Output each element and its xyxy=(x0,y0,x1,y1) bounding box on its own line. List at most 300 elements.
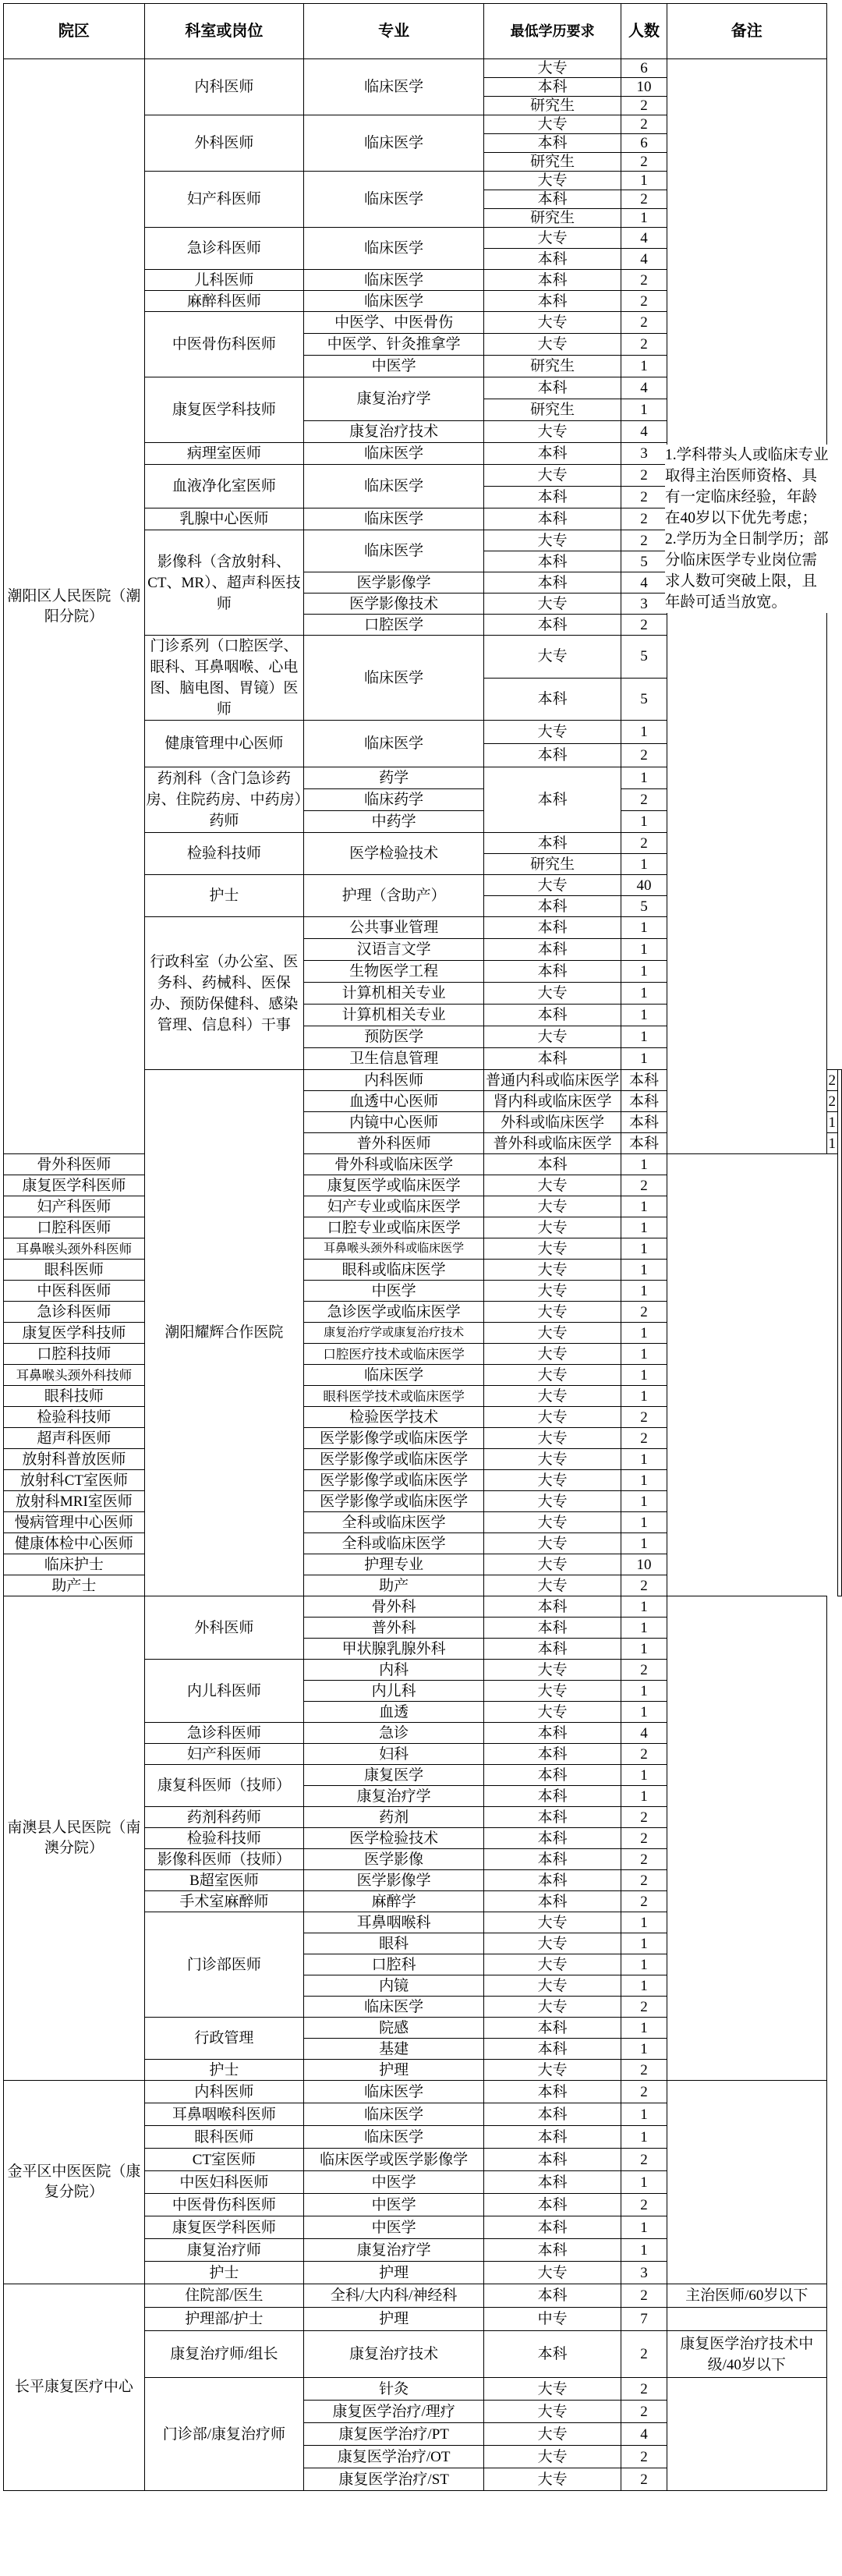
edu-cell: 本科 xyxy=(484,2216,621,2239)
count-cell: 3 xyxy=(621,594,667,615)
major-cell: 临床医学 xyxy=(304,443,484,465)
dept-cell: 影像科医师（技师） xyxy=(144,1849,304,1870)
edu-cell: 大专 xyxy=(484,1238,621,1260)
count-cell: 6 xyxy=(621,59,667,78)
dept-cell: 门诊部医师 xyxy=(144,1912,304,2018)
count-cell: 1 xyxy=(621,1005,667,1026)
table-row xyxy=(4,1533,842,1554)
edu-cell: 研究生 xyxy=(484,356,621,377)
major-cell: 公共事业管理 xyxy=(304,917,484,939)
count-cell: 4 xyxy=(621,228,667,249)
edu-cell: 本科 xyxy=(484,1891,621,1912)
dept-cell: 内科医师 xyxy=(304,1070,484,1091)
major-cell: 内镜 xyxy=(304,1975,484,1997)
edu-cell: 大专 xyxy=(484,1554,621,1575)
major-cell: 临床医学 xyxy=(304,172,484,228)
table-row xyxy=(4,2081,842,2103)
major-cell: 普通内科或临床医学 xyxy=(484,1070,621,1091)
edu-cell: 大专 xyxy=(484,1260,621,1281)
count-cell: 2 xyxy=(621,1891,667,1912)
count-cell: 4 xyxy=(621,572,667,594)
count-cell: 1 xyxy=(621,1933,667,1954)
edu-cell: 本科 xyxy=(484,1849,621,1870)
dept-cell: 内镜中心医师 xyxy=(304,1112,484,1133)
count-cell: 1 xyxy=(621,2103,667,2126)
count-cell: 2 xyxy=(621,97,667,115)
dept-cell: 妇产科医师 xyxy=(144,1744,304,1765)
count-cell: 2 xyxy=(621,487,667,508)
dept-cell: 康复治疗师/组长 xyxy=(144,2331,304,2378)
edu-cell: 本科 xyxy=(621,1112,667,1133)
edu-cell: 大专 xyxy=(484,172,621,190)
major-cell: 医学影像学或临床医学 xyxy=(304,1470,484,1491)
table-row xyxy=(4,1428,842,1449)
dept-cell: 检验科技师 xyxy=(144,1828,304,1849)
edu-cell: 大专 xyxy=(484,59,621,78)
major-cell: 医学检验技术 xyxy=(304,833,484,875)
edu-cell: 本科 xyxy=(484,615,621,636)
count-cell: 2 xyxy=(621,2194,667,2216)
count-cell: 1 xyxy=(621,2171,667,2194)
count-cell: 1 xyxy=(621,917,667,939)
count-cell: 10 xyxy=(621,1554,667,1575)
edu-cell: 本科 xyxy=(484,767,621,833)
edu-cell: 大专 xyxy=(484,2378,621,2401)
count-cell: 2 xyxy=(621,2401,667,2423)
dept-cell: 门诊部/康复治疗师 xyxy=(144,2378,304,2491)
dept-cell: 慢病管理中心医师 xyxy=(4,1512,145,1533)
major-cell: 耳鼻喉头颈外科或临床医学 xyxy=(304,1238,484,1260)
table-row xyxy=(4,1281,842,1302)
major-cell: 中医学 xyxy=(304,356,484,377)
table-row xyxy=(4,1491,842,1512)
edu-cell: 大专 xyxy=(484,1175,621,1196)
header-dept: 科室或岗位 xyxy=(144,4,304,59)
edu-cell: 大专 xyxy=(484,530,621,551)
dept-cell: 乳腺中心医师 xyxy=(144,508,304,530)
dept-cell: 耳鼻喉头颈外科医师 xyxy=(4,1238,145,1260)
count-cell: 1 xyxy=(621,811,667,833)
count-cell: 2 xyxy=(621,465,667,487)
major-cell: 临床医学或医学影像学 xyxy=(304,2149,484,2171)
count-cell: 2 xyxy=(621,312,667,334)
dept-cell: 康复治疗师 xyxy=(144,2239,304,2262)
count-cell: 2 xyxy=(621,334,667,356)
edu-cell: 本科 xyxy=(484,1870,621,1891)
edu-cell: 大专 xyxy=(484,1470,621,1491)
major-cell: 基建 xyxy=(304,2039,484,2060)
dept-cell: 门诊系列（口腔医学、眼科、耳鼻咽喉、心电图、脑电图、胃镜）医师 xyxy=(144,636,304,721)
dept-cell: 内科医师 xyxy=(144,2081,304,2103)
major-cell: 康复医学或临床医学 xyxy=(304,1175,484,1196)
edu-cell: 大专 xyxy=(484,1491,621,1512)
edu-cell: 本科 xyxy=(484,270,621,291)
major-cell: 妇产专业或临床医学 xyxy=(304,1196,484,1217)
count-cell: 1 xyxy=(621,1281,667,1302)
dept-cell: 康复医学科医师 xyxy=(4,1175,145,1196)
count-cell: 1 xyxy=(621,939,667,961)
count-cell: 1 xyxy=(621,1344,667,1365)
edu-cell: 大专 xyxy=(484,1533,621,1554)
count-cell: 2 xyxy=(621,1997,667,2018)
edu-cell: 大专 xyxy=(484,1660,621,1681)
edu-cell: 大专 xyxy=(484,465,621,487)
major-cell: 康复治疗学 xyxy=(304,377,484,421)
hospital-name: 潮阳区人民医院（潮阳分院） xyxy=(4,59,145,1154)
dept-cell: 眼科医师 xyxy=(4,1260,145,1281)
edu-cell: 大专 xyxy=(484,1702,621,1723)
count-cell: 1 xyxy=(621,1954,667,1975)
hospital-name: 金平区中医医院（康复分院） xyxy=(4,2081,145,2284)
dept-cell: 急诊科医师 xyxy=(4,1302,145,1323)
major-cell: 医学影像学 xyxy=(304,1870,484,1891)
count-cell: 2 xyxy=(621,1302,667,1323)
notes-cell: 康复医学治疗技术中级/40岁以下 xyxy=(667,2331,826,2378)
edu-cell: 大专 xyxy=(484,2446,621,2468)
major-cell: 临床医学 xyxy=(304,721,484,767)
dept-cell: 中医妇科医师 xyxy=(144,2171,304,2194)
dept-cell: 中医科医师 xyxy=(4,1281,145,1302)
count-cell: 1 xyxy=(621,854,667,875)
count-cell: 1 xyxy=(621,1323,667,1344)
count-cell: 2 xyxy=(621,2378,667,2401)
count-cell: 10 xyxy=(621,78,667,97)
dept-cell: 耳鼻喉头颈外科技师 xyxy=(4,1365,145,1386)
count-cell: 5 xyxy=(621,896,667,917)
edu-cell: 大专 xyxy=(484,421,621,443)
edu-cell: 本科 xyxy=(621,1091,667,1112)
count-cell: 1 xyxy=(621,1365,667,1386)
count-cell: 1 xyxy=(621,1681,667,1702)
table-row xyxy=(4,1407,842,1428)
edu-cell: 本科 xyxy=(621,1133,667,1154)
dept-cell: 妇产科医师 xyxy=(144,172,304,228)
edu-cell: 大专 xyxy=(484,1575,621,1596)
major-cell: 康复治疗学 xyxy=(304,2239,484,2262)
count-cell: 1 xyxy=(621,1196,667,1217)
edu-cell: 大专 xyxy=(484,1217,621,1238)
count-cell: 4 xyxy=(621,1723,667,1744)
edu-cell: 本科 xyxy=(484,917,621,939)
dept-cell: 口腔科技师 xyxy=(4,1344,145,1365)
major-cell: 护理专业 xyxy=(304,1554,484,1575)
count-cell: 2 xyxy=(621,2331,667,2378)
major-cell: 外科或临床医学 xyxy=(484,1112,621,1133)
edu-cell: 本科 xyxy=(484,896,621,917)
edu-cell: 大专 xyxy=(484,2401,621,2423)
major-cell: 医学影像学或临床医学 xyxy=(304,1449,484,1470)
major-cell: 眼科医学技术或临床医学 xyxy=(304,1386,484,1407)
edu-cell: 本科 xyxy=(484,744,621,767)
count-cell: 2 xyxy=(621,833,667,854)
major-cell: 中医学 xyxy=(304,2194,484,2216)
dept-cell: 行政科室（办公室、医务科、药械科、医保办、预防保健科、感染管理、信息科）干事 xyxy=(144,917,304,1070)
count-cell: 2 xyxy=(621,1175,667,1196)
count-cell: 4 xyxy=(621,2423,667,2446)
count-cell: 2 xyxy=(621,508,667,530)
dept-cell: 内科医师 xyxy=(144,59,304,115)
dept-cell: 耳鼻咽喉科医师 xyxy=(144,2103,304,2126)
edu-cell: 本科 xyxy=(484,134,621,153)
count-cell: 1 xyxy=(621,2216,667,2239)
major-cell: 内科 xyxy=(304,1660,484,1681)
count-cell: 2 xyxy=(621,1870,667,1891)
count-cell: 1 xyxy=(621,1702,667,1723)
header-campus: 院区 xyxy=(4,4,145,59)
count-cell: 2 xyxy=(621,530,667,551)
edu-cell: 本科 xyxy=(484,2126,621,2149)
count-cell: 1 xyxy=(621,1639,667,1660)
edu-cell: 本科 xyxy=(484,1744,621,1765)
major-cell: 口腔专业或临床医学 xyxy=(304,1217,484,1238)
count-cell: 1 xyxy=(621,1533,667,1554)
major-cell: 中医学 xyxy=(304,1281,484,1302)
dept-cell: 护理部/护士 xyxy=(144,2308,304,2331)
dept-cell: 放射科普放医师 xyxy=(4,1449,145,1470)
edu-cell: 本科 xyxy=(484,2018,621,2039)
dept-cell: 外科医师 xyxy=(144,1596,304,1660)
dept-cell: 放射科CT室医师 xyxy=(4,1470,145,1491)
edu-cell: 本科 xyxy=(484,551,621,572)
edu-cell: 大专 xyxy=(484,1323,621,1344)
edu-cell: 本科 xyxy=(484,249,621,270)
major-cell: 护理 xyxy=(304,2060,484,2081)
major-cell: 计算机相关专业 xyxy=(304,983,484,1005)
count-cell: 1 xyxy=(621,1048,667,1070)
edu-cell: 本科 xyxy=(484,1639,621,1660)
table-row xyxy=(4,1238,842,1260)
table-row xyxy=(4,1365,842,1386)
major-cell: 麻醉学 xyxy=(304,1891,484,1912)
edu-cell: 大专 xyxy=(484,2468,621,2491)
dept-cell: 影像科（含放射科、CT、MR）、超声科医技师 xyxy=(144,530,304,636)
major-cell: 康复医学治疗/PT xyxy=(304,2423,484,2446)
edu-cell: 本科 xyxy=(484,377,621,399)
count-cell: 1 xyxy=(621,721,667,744)
count-cell: 2 xyxy=(621,2446,667,2468)
major-cell: 医学检验技术 xyxy=(304,1828,484,1849)
major-cell: 中医学 xyxy=(304,2216,484,2239)
dept-cell: 病理室医师 xyxy=(144,443,304,465)
dept-cell: 放射科MRI室医师 xyxy=(4,1491,145,1512)
count-cell: 1 xyxy=(621,1260,667,1281)
major-cell: 口腔医疗技术或临床医学 xyxy=(304,1344,484,1365)
table-row xyxy=(4,1554,842,1575)
header-major: 专业 xyxy=(304,4,484,59)
edu-cell: 大专 xyxy=(484,1997,621,2018)
edu-cell: 本科 xyxy=(484,833,621,854)
major-cell: 临床医学 xyxy=(304,270,484,291)
count-cell: 1 xyxy=(621,961,667,983)
dept-cell: 血透中心医师 xyxy=(304,1091,484,1112)
edu-cell: 研究生 xyxy=(484,399,621,421)
dept-cell: 康复医学科技师 xyxy=(144,377,304,443)
major-cell: 骨外科或临床医学 xyxy=(304,1154,484,1175)
count-cell: 1 xyxy=(621,983,667,1005)
major-cell: 药学 xyxy=(304,767,484,789)
edu-cell: 研究生 xyxy=(484,209,621,228)
dept-cell: 检验科技师 xyxy=(144,833,304,875)
major-cell: 医学影像学 xyxy=(304,572,484,594)
major-cell: 计算机相关专业 xyxy=(304,1005,484,1026)
count-cell: 1 xyxy=(621,399,667,421)
header-edu: 最低学历要求 xyxy=(484,4,621,59)
header-row xyxy=(4,4,842,59)
edu-cell: 大专 xyxy=(484,1344,621,1365)
dept-cell: 急诊科医师 xyxy=(144,1723,304,1744)
major-cell: 医学影像学或临床医学 xyxy=(304,1428,484,1449)
major-cell: 临床医学 xyxy=(304,530,484,572)
table-row xyxy=(4,1449,842,1470)
header-count: 人数 xyxy=(621,4,667,59)
table-row xyxy=(4,1344,842,1365)
major-cell: 临床医学 xyxy=(304,508,484,530)
edu-cell: 本科 xyxy=(484,1048,621,1070)
major-cell: 中医学、中医骨伤 xyxy=(304,312,484,334)
major-cell: 眼科或临床医学 xyxy=(304,1260,484,1281)
edu-cell: 本科 xyxy=(484,961,621,983)
edu-cell: 大专 xyxy=(484,115,621,134)
count-cell: 2 xyxy=(621,270,667,291)
notes-cell: 主治医师/60岁以下 xyxy=(667,2284,826,2308)
dept-cell: 眼科医师 xyxy=(144,2126,304,2149)
edu-cell: 大专 xyxy=(484,334,621,356)
edu-cell: 本科 xyxy=(484,2081,621,2103)
edu-cell: 大专 xyxy=(484,1449,621,1470)
dept-cell: 中医骨伤科医师 xyxy=(144,312,304,377)
edu-cell: 大专 xyxy=(484,983,621,1005)
count-cell: 1 xyxy=(621,1786,667,1807)
edu-cell: 大专 xyxy=(484,2423,621,2446)
edu-cell: 本科 xyxy=(484,2103,621,2126)
major-cell: 耳鼻咽喉科 xyxy=(304,1912,484,1933)
edu-cell: 大专 xyxy=(484,1196,621,1217)
count-cell: 1 xyxy=(621,1386,667,1407)
major-cell: 临床医学 xyxy=(304,1997,484,2018)
dept-cell: 妇产科医师 xyxy=(4,1196,145,1217)
edu-cell: 本科 xyxy=(484,939,621,961)
count-cell: 1 xyxy=(621,1975,667,1997)
major-cell: 临床医学 xyxy=(304,465,484,508)
dept-cell: 检验科技师 xyxy=(4,1407,145,1428)
edu-cell: 大专 xyxy=(484,1512,621,1533)
dept-cell: 健康体检中心医师 xyxy=(4,1533,145,1554)
edu-cell: 本科 xyxy=(484,2194,621,2216)
edu-cell: 本科 xyxy=(484,2149,621,2171)
major-cell: 院感 xyxy=(304,2018,484,2039)
count-cell: 1 xyxy=(826,1133,838,1154)
edu-cell: 大专 xyxy=(484,721,621,744)
dept-cell: 手术室麻醉师 xyxy=(144,1891,304,1912)
major-cell: 临床药学 xyxy=(304,789,484,811)
dept-cell: 急诊科医师 xyxy=(144,228,304,270)
major-cell: 药剂 xyxy=(304,1807,484,1828)
edu-cell: 本科 xyxy=(484,508,621,530)
table-row xyxy=(4,1512,842,1533)
count-cell: 1 xyxy=(621,1765,667,1786)
major-cell: 肾内科或临床医学 xyxy=(484,1091,621,1112)
dept-cell: 康复科医师（技师） xyxy=(144,1765,304,1807)
table-row xyxy=(4,1470,842,1491)
edu-cell: 本科 xyxy=(484,1723,621,1744)
major-cell: 康复治疗技术 xyxy=(304,421,484,443)
edu-cell: 本科 xyxy=(484,1596,621,1618)
count-cell: 2 xyxy=(621,1575,667,1596)
edu-cell: 本科 xyxy=(484,2039,621,2060)
table-row xyxy=(4,1323,842,1344)
edu-cell: 大专 xyxy=(484,1681,621,1702)
edu-cell: 大专 xyxy=(484,1365,621,1386)
major-cell: 临床医学 xyxy=(304,636,484,721)
count-cell: 2 xyxy=(621,1828,667,1849)
count-cell: 1 xyxy=(621,1912,667,1933)
count-cell: 1 xyxy=(621,209,667,228)
edu-cell: 本科 xyxy=(484,1828,621,1849)
dept-cell: CT室医师 xyxy=(144,2149,304,2171)
major-cell: 康复医学 xyxy=(304,1765,484,1786)
major-cell: 汉语言文学 xyxy=(304,939,484,961)
edu-cell: 研究生 xyxy=(484,97,621,115)
count-cell: 2 xyxy=(621,789,667,811)
edu-cell: 大专 xyxy=(484,1933,621,1954)
major-cell: 医学影像学或临床医学 xyxy=(304,1491,484,1512)
major-cell: 临床医学 xyxy=(304,2103,484,2126)
table-row xyxy=(4,1217,842,1238)
notes-cell-empty xyxy=(838,1070,842,1596)
count-cell: 1 xyxy=(621,172,667,190)
edu-cell: 本科 xyxy=(484,1765,621,1786)
major-cell: 护理 xyxy=(304,2262,484,2284)
count-cell: 1 xyxy=(621,1596,667,1618)
count-cell: 1 xyxy=(621,1217,667,1238)
count-cell: 1 xyxy=(621,1491,667,1512)
count-cell: 1 xyxy=(621,1512,667,1533)
count-cell: 2 xyxy=(621,115,667,134)
edu-cell: 大专 xyxy=(484,1428,621,1449)
table-row xyxy=(4,1154,842,1175)
count-cell: 1 xyxy=(826,1112,838,1133)
major-cell: 医学影像技术 xyxy=(304,594,484,615)
table-row xyxy=(4,1575,842,1596)
count-cell: 2 xyxy=(621,2149,667,2171)
count-cell: 2 xyxy=(621,291,667,312)
edu-cell: 本科 xyxy=(484,78,621,97)
count-cell: 2 xyxy=(826,1091,838,1112)
count-cell: 1 xyxy=(621,767,667,789)
count-cell: 3 xyxy=(621,2262,667,2284)
edu-cell: 本科 xyxy=(484,487,621,508)
count-cell: 2 xyxy=(621,1807,667,1828)
major-cell: 口腔科 xyxy=(304,1954,484,1975)
count-cell: 5 xyxy=(621,678,667,721)
dept-cell: 中医骨伤科医师 xyxy=(144,2194,304,2216)
table-row xyxy=(4,1302,842,1323)
major-cell: 临床医学 xyxy=(304,115,484,172)
recruitment-table xyxy=(3,3,842,2491)
dept-cell: 护士 xyxy=(144,2060,304,2081)
edu-cell: 研究生 xyxy=(484,854,621,875)
count-cell: 1 xyxy=(621,2018,667,2039)
dept-cell: 血液净化室医师 xyxy=(144,465,304,508)
dept-cell: 助产士 xyxy=(4,1575,145,1596)
edu-cell: 本科 xyxy=(484,2239,621,2262)
edu-cell: 大专 xyxy=(484,1407,621,1428)
count-cell: 1 xyxy=(621,1470,667,1491)
major-cell: 临床医学 xyxy=(304,228,484,270)
hospital-name: 南澳县人民医院（南澳分院） xyxy=(4,1596,145,2081)
major-cell: 中药学 xyxy=(304,811,484,833)
count-cell: 1 xyxy=(621,1026,667,1048)
